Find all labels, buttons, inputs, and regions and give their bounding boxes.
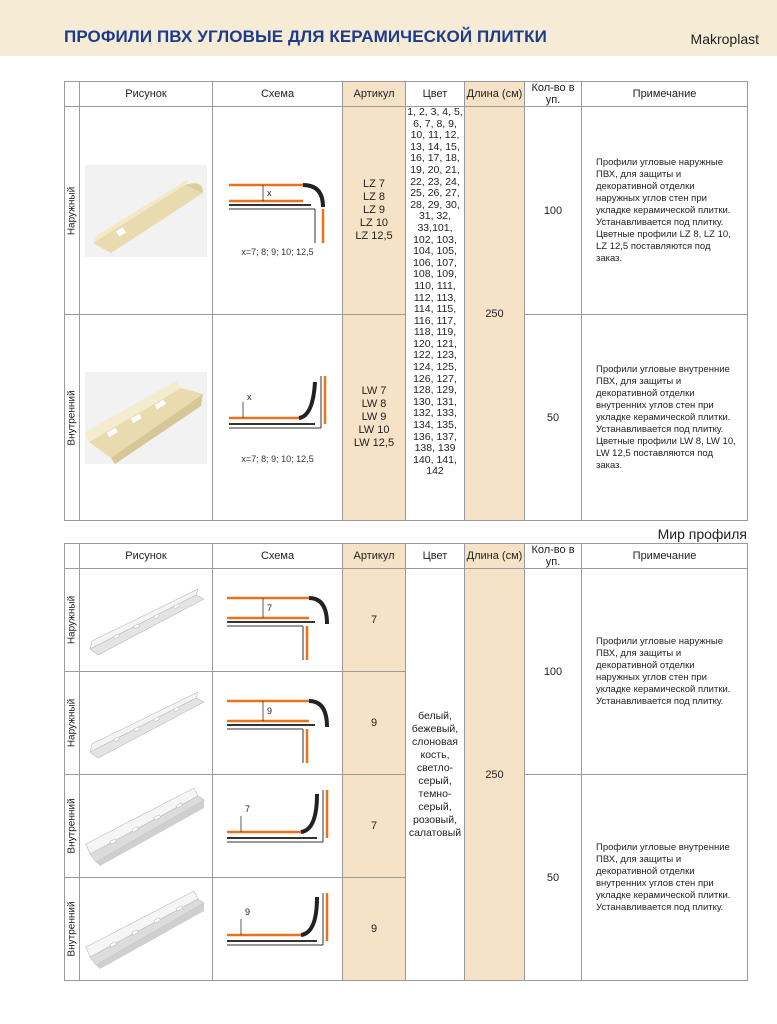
note-cell: Профили угловые наружные ПВХ, для защиты и декоративной отделки наружных углов стен при укладке керамической плитки. Устанавливается под плитку. Цветные профили LZ 8, LZ 10, LZ 12,5 поставляются под заказ. xyxy=(582,107,748,315)
header-article: Артикул xyxy=(343,544,406,569)
article-item: LZ 7 xyxy=(362,178,385,190)
article-item: LZ 12,5 xyxy=(355,230,393,242)
outer-scheme-diagram xyxy=(223,165,333,245)
table-header-row xyxy=(65,82,748,107)
inner-white-profile-image xyxy=(84,786,208,866)
row-type-cell xyxy=(65,878,80,981)
profile-photo-inner-white xyxy=(80,775,213,878)
header-banner xyxy=(0,0,777,56)
article-item: LZ 9 xyxy=(362,204,385,216)
scheme-inner-7-cell xyxy=(213,775,343,878)
article-item: LW 10 xyxy=(358,424,390,436)
inner-profile-image xyxy=(85,372,207,464)
qty-cell: 100 xyxy=(525,569,582,775)
product-table-makroplast xyxy=(64,81,748,521)
header-color: Цвет xyxy=(406,82,465,107)
outer-white-profile-image xyxy=(84,686,208,760)
row-type-label: Наружный xyxy=(66,595,78,645)
scheme-dimension-label: 7 xyxy=(266,603,272,613)
header-length: Длина (см) xyxy=(465,544,525,569)
row-type-label: Внутренний xyxy=(66,798,78,854)
scheme-outer-cell xyxy=(213,107,343,315)
article-cell xyxy=(343,107,406,315)
header-picture: Рисунок xyxy=(80,82,213,107)
scheme-dimension-label: 9 xyxy=(244,907,250,917)
scheme-inner-9-cell xyxy=(213,878,343,981)
outer-white-profile-image xyxy=(84,583,208,657)
qty-cell: 100 xyxy=(525,107,582,315)
scheme-dimension-label: x xyxy=(266,187,271,198)
note-cell: Профили угловые наружные ПВХ, для защиты и декоративной отделки наружных углов стен при укладке керамической плитки. Устанавливается под плитку. xyxy=(582,569,748,775)
article-cell: 7 xyxy=(343,775,406,878)
header-note: Примечание xyxy=(582,544,748,569)
outer-scheme-9-diagram xyxy=(223,683,333,763)
length-cell: 250 xyxy=(465,569,525,981)
row-type-cell xyxy=(65,672,80,775)
qty-cell: 50 xyxy=(525,315,582,521)
header-scheme: Схема xyxy=(213,544,343,569)
scheme-caption: x=7; 8; 9; 10; 12,5 xyxy=(241,453,314,464)
row-type-cell xyxy=(65,315,80,521)
scheme-dimension-label: x xyxy=(246,391,251,402)
article-item: LW 9 xyxy=(361,411,387,423)
note-cell: Профили угловые внутренние ПВХ, для защиты и декоративной отделки внутренних углов стен при укладке керамической плитки. Устанавливается под плитку. Цветные профили LW 8, LW 10, LW 12,5 поставляются под заказ. xyxy=(582,315,748,521)
product-table-mir-profilya xyxy=(64,543,748,981)
brand-name: Makroplast xyxy=(690,31,759,47)
scheme-dimension-label: 7 xyxy=(244,804,250,814)
article-cell: 9 xyxy=(343,878,406,981)
article-item: LZ 8 xyxy=(362,191,385,203)
inner-white-profile-image xyxy=(84,889,208,969)
table-header-row xyxy=(65,544,748,569)
header-blank xyxy=(65,544,80,569)
article-item: LW 12,5 xyxy=(353,437,395,449)
page-title: ПРОФИЛИ ПВХ УГЛОВЫЕ ДЛЯ КЕРАМИЧЕСКОЙ ПЛИТКИ xyxy=(64,27,547,46)
scheme-dimension-label: 9 xyxy=(266,706,272,716)
article-cell xyxy=(343,315,406,521)
article-item: LZ 10 xyxy=(359,217,389,229)
color-codes-cell: 1, 2, 3, 4, 5, 6, 7, 8, 9, 10, 11, 12, 13, 14, 15, 16, 17, 18, 19, 20, 21, 22, 23, 24, 25, 26, 27, 28, 29, 30, 31, 32, 33,101, 102, 103, 104, 105, 106, 107, 108, 109, 110, 111, 112, 113, 114, 115, 116, 117, 118, 119, 120, 121, 122, 123, 124, 125, 126, 127, 128, 129, 130, 131, 132, 133, 134, 135, 136, 137, 138, 139 140, 141, 142 xyxy=(406,107,465,521)
scheme-caption: x=7; 8; 9; 10; 12,5 xyxy=(241,246,314,257)
row-type-cell xyxy=(65,107,80,315)
inner-scheme-diagram xyxy=(223,372,333,452)
qty-cell: 50 xyxy=(525,775,582,981)
header-picture: Рисунок xyxy=(80,544,213,569)
row-type-cell xyxy=(65,569,80,672)
inner-scheme-7-diagram xyxy=(223,786,333,866)
scheme-inner-cell xyxy=(213,315,343,521)
outer-profile-image xyxy=(85,165,207,257)
color-names-cell: белый, бежевый, слоновая кость, светло-серый, темно-серый, розовый, салатовый xyxy=(406,569,465,981)
profile-photo-outer-white xyxy=(80,672,213,775)
profile-photo-inner-beige xyxy=(80,315,213,521)
row-type-label: Внутренний xyxy=(66,901,78,957)
header-blank xyxy=(65,82,80,107)
table-row xyxy=(65,107,748,315)
article-cell: 9 xyxy=(343,672,406,775)
note-cell: Профили угловые внутренние ПВХ, для защиты и декоративной отделки внутренних углов стен при укладке керамической плитки. Устанавливается под плитку. xyxy=(582,775,748,981)
profile-photo-inner-white xyxy=(80,878,213,981)
row-type-label: Наружный xyxy=(66,186,78,235)
article-item: LW 7 xyxy=(361,385,387,397)
row-type-cell xyxy=(65,775,80,878)
header-article: Артикул xyxy=(343,82,406,107)
inner-scheme-9-diagram xyxy=(223,889,333,969)
row-type-label: Внутренний xyxy=(66,389,78,446)
header-scheme: Схема xyxy=(213,82,343,107)
outer-scheme-7-diagram xyxy=(223,580,333,660)
header-note: Примечание xyxy=(582,82,748,107)
row-type-label: Наружный xyxy=(66,698,78,748)
profile-photo-outer-beige xyxy=(80,107,213,315)
article-cell: 7 xyxy=(343,569,406,672)
header-qty: Кол-во в уп. xyxy=(525,82,582,107)
profile-photo-outer-white xyxy=(80,569,213,672)
section-title-mir-profilya: Мир профиля xyxy=(657,526,747,542)
header-qty: Кол-во в уп. xyxy=(525,544,582,569)
header-color: Цвет xyxy=(406,544,465,569)
length-cell: 250 xyxy=(465,107,525,521)
scheme-outer-9-cell xyxy=(213,672,343,775)
article-item: LW 8 xyxy=(361,398,387,410)
table-row xyxy=(65,569,748,672)
header-length: Длина (см) xyxy=(465,82,525,107)
scheme-outer-7-cell xyxy=(213,569,343,672)
